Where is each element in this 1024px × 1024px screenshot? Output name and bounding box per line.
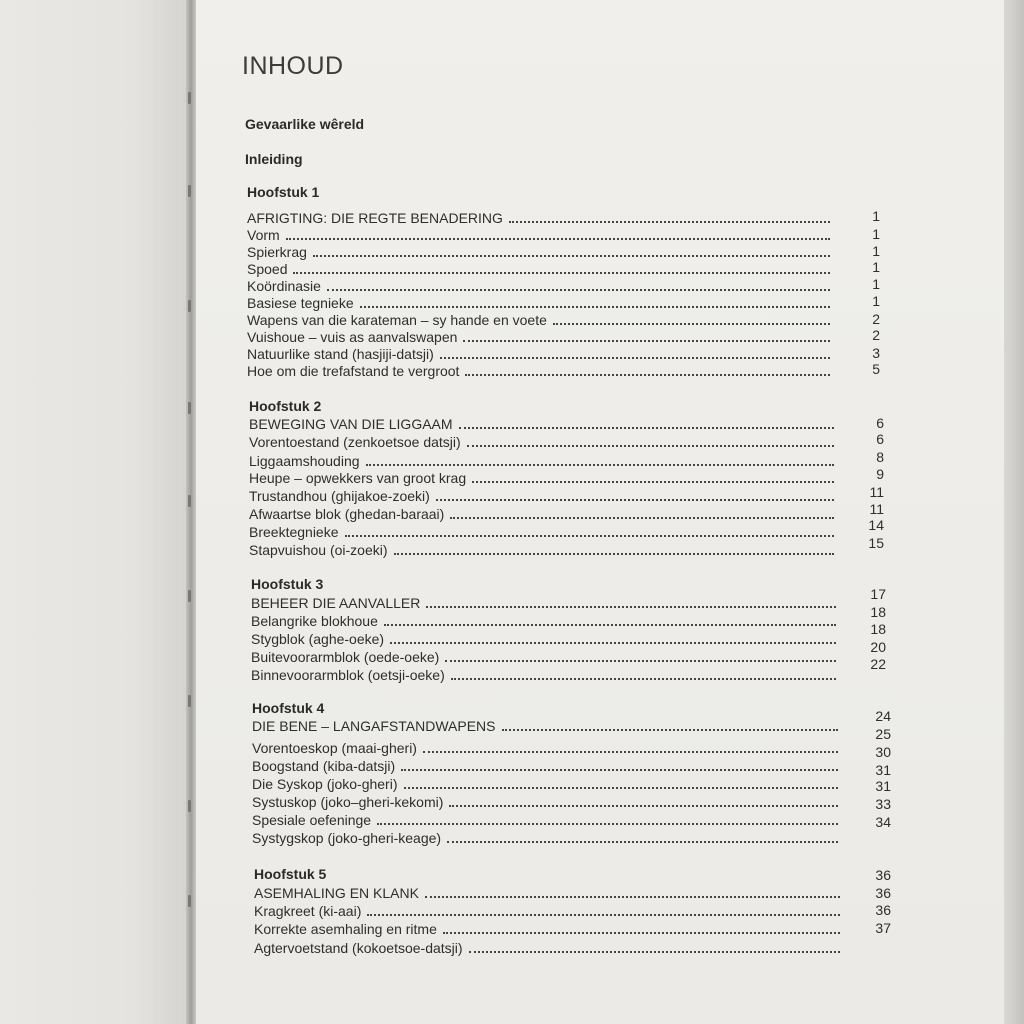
toc-entry — [247, 312, 836, 329]
toc-entry — [254, 903, 846, 920]
dot-leader — [426, 596, 836, 608]
toc-entry — [251, 595, 842, 612]
toc-page-number: 17 — [870, 586, 886, 602]
toc-page-number: 18 — [870, 621, 886, 637]
dot-leader — [390, 632, 836, 644]
binding-stitch — [188, 800, 191, 812]
toc-entry — [247, 278, 836, 295]
toc-entry-label: Basiese tegnieke — [247, 295, 354, 311]
dot-leader — [509, 211, 830, 223]
dot-leader — [377, 813, 838, 825]
toc-entry-label: Vorentoestand (zenkoetsoe datsji) — [249, 434, 461, 450]
toc-entry — [249, 416, 840, 433]
toc-page-number: 3 — [872, 345, 880, 361]
toc-entry — [247, 227, 836, 244]
toc-page-number: 36 — [875, 867, 891, 883]
toc-page-number: 1 — [872, 259, 880, 275]
toc-entry — [249, 434, 840, 451]
binding-stitch — [188, 185, 191, 197]
dot-leader — [360, 296, 830, 308]
toc-entry-label: Kragkreet (ki-aai) — [254, 903, 362, 919]
dot-leader — [394, 543, 834, 555]
toc-page-number: 2 — [872, 311, 880, 327]
toc-entry-label: Afwaartse blok (ghedan-baraai) — [249, 506, 445, 522]
toc-entry — [247, 210, 836, 227]
toc-page-number: 31 — [875, 778, 891, 794]
toc-entry-label: AFRIGTING: DIE REGTE BENADERING — [247, 210, 503, 226]
toc-page-number: 31 — [875, 762, 891, 778]
toc-entry — [247, 363, 836, 380]
dot-leader — [401, 759, 838, 771]
toc-entry — [251, 631, 842, 648]
toc-entry-label: Trustandhou (ghijakoe-zoeki) — [249, 488, 430, 504]
binding-stitch — [188, 92, 191, 104]
toc-page-number: 37 — [875, 920, 891, 936]
toc-page-number: 24 — [875, 708, 891, 724]
toc-entry-label: Koördinasie — [247, 278, 321, 294]
dot-leader — [286, 228, 830, 240]
dot-leader — [404, 777, 839, 789]
dot-leader — [367, 904, 840, 916]
toc-page-number: 36 — [875, 902, 891, 918]
toc-entry — [247, 261, 836, 278]
binding-stitch — [188, 495, 191, 507]
toc-entry — [249, 524, 840, 541]
toc-entry — [251, 613, 842, 630]
dot-leader — [345, 525, 834, 537]
toc-entry — [249, 542, 840, 559]
toc-entry-label: BEHEER DIE AANVALLER — [251, 595, 421, 611]
binding-stitch — [188, 300, 191, 312]
toc-entry-label: Breektegnieke — [249, 524, 339, 540]
toc-entry — [249, 470, 840, 487]
toc-page-number: 36 — [875, 885, 891, 901]
binding-stitch — [188, 695, 191, 707]
toc-entry-label: Boogstand (kiba-datsji) — [252, 758, 396, 774]
chapter-heading: Hoofstuk 4 — [252, 700, 325, 716]
book-spine — [186, 0, 196, 1024]
toc-entry — [254, 940, 846, 957]
toc-entry-label: BEWEGING VAN DIE LIGGAAM — [249, 416, 453, 432]
dot-leader — [384, 614, 836, 626]
toc-entry — [254, 885, 846, 902]
dot-leader — [443, 922, 840, 934]
page-edge — [1004, 0, 1024, 1024]
toc-entry-label: Liggaamshouding — [249, 453, 360, 469]
toc-page-number: 11 — [869, 501, 884, 517]
toc-page-number: 9 — [876, 466, 884, 482]
toc-entry — [252, 812, 844, 829]
toc-entry — [252, 794, 844, 811]
dot-leader — [327, 279, 830, 291]
toc-entry — [252, 758, 844, 775]
dot-leader — [553, 313, 830, 325]
toc-page-number: 1 — [872, 208, 880, 224]
preface-entry: Gevaarlike wêreld — [245, 116, 365, 132]
toc-entry-label: Binnevoorarmblok (oetsji-oeke) — [251, 667, 445, 683]
dot-leader — [469, 941, 840, 953]
toc-entry-label: Hoe om die trefafstand te vergroot — [247, 363, 460, 379]
toc-page-number: 34 — [875, 814, 891, 830]
toc-entry-label: Stapvuishou (oi-zoeki) — [249, 542, 388, 558]
toc-entry-label: Wapens van die karateman – sy hande en voete — [247, 312, 547, 328]
toc-entry-label: Belangrike blokhoue — [251, 613, 378, 629]
toc-entry-label: Spierkrag — [247, 244, 307, 260]
toc-entry-label: Natuurlike stand (hasjiji-datsji) — [247, 346, 434, 362]
toc-entry — [252, 776, 844, 793]
dot-leader — [463, 330, 830, 342]
dot-leader — [472, 471, 834, 483]
dot-leader — [451, 668, 836, 680]
toc-entry — [247, 329, 836, 346]
dot-leader — [502, 719, 839, 731]
toc-page-number: 6 — [876, 415, 884, 431]
toc-page-number: 18 — [870, 604, 886, 620]
dot-leader — [366, 454, 834, 466]
toc-entry-label: Vuishoue – vuis as aanvalswapen — [247, 329, 458, 345]
toc-page-number: 2 — [872, 327, 880, 343]
toc-entry — [254, 921, 846, 938]
dot-leader — [425, 886, 840, 898]
toc-entry-label: Spoed — [247, 261, 288, 277]
toc-page-number: 15 — [868, 535, 884, 551]
toc-entry — [247, 295, 836, 312]
toc-page-number: 1 — [872, 243, 880, 259]
toc-entry — [251, 649, 842, 666]
toc-entry-label: Systygskop (joko-gheri-keage) — [252, 830, 442, 846]
toc-entry — [247, 244, 836, 261]
binding-stitch — [188, 402, 191, 414]
dot-leader — [465, 364, 830, 376]
toc-page-number: 5 — [872, 361, 880, 377]
toc-entry-label: Systuskop (joko–gheri-kekomi) — [252, 794, 444, 810]
dot-leader — [467, 435, 834, 447]
left-page — [0, 0, 192, 1024]
toc-entry-label: Buitevoorarmblok (oede-oeke) — [251, 649, 440, 665]
toc-entry — [252, 830, 844, 847]
dot-leader — [293, 262, 830, 274]
chapter-heading: Hoofstuk 5 — [254, 866, 327, 882]
toc-entry — [251, 667, 842, 684]
toc-entry — [247, 346, 836, 363]
toc-page-number: 1 — [872, 226, 880, 242]
toc-entry-label: Spesiale oefeninge — [252, 812, 372, 828]
toc-page-number: 30 — [875, 744, 891, 760]
chapter-heading: Hoofstuk 2 — [249, 398, 322, 414]
toc-entry-label: Die Syskop (joko-gheri) — [252, 776, 398, 792]
dot-leader — [445, 650, 836, 662]
toc-entry-label: Stygblok (aghe-oeke) — [251, 631, 385, 647]
toc-entry-label: Korrekte asemhaling en ritme — [254, 921, 437, 937]
binding-stitch — [188, 590, 191, 602]
toc-entry — [249, 506, 840, 523]
toc-page-number: 1 — [872, 293, 880, 309]
preface-entry: Inleiding — [245, 151, 303, 167]
toc-page-number: 8 — [876, 449, 884, 465]
dot-leader — [313, 245, 830, 257]
dot-leader — [436, 489, 834, 501]
toc-entry — [249, 453, 840, 470]
toc-entry — [249, 488, 840, 505]
toc-entry-label: ASEMHALING EN KLANK — [254, 885, 419, 901]
toc-page-number: 25 — [875, 726, 891, 742]
page-title: INHOUD — [242, 52, 344, 80]
toc-entry-label: Agtervoetstand (kokoetsoe-datsji) — [254, 940, 463, 956]
dot-leader — [447, 831, 838, 843]
dot-leader — [440, 347, 830, 359]
toc-entry — [252, 740, 844, 757]
chapter-heading: Hoofstuk 3 — [251, 576, 324, 592]
toc-entry — [252, 718, 844, 735]
dot-leader — [423, 741, 838, 753]
dot-leader — [449, 795, 838, 807]
dot-leader — [459, 417, 834, 429]
toc-page-number: 14 — [868, 517, 884, 533]
chapter-heading: Hoofstuk 1 — [247, 184, 320, 200]
toc-page-number: 22 — [870, 656, 886, 672]
toc-entry-label: Heupe – opwekkers van groot krag — [249, 470, 467, 486]
dot-leader — [450, 507, 834, 519]
toc-entry-label: Vorm — [247, 227, 280, 243]
binding-stitch — [188, 895, 191, 907]
toc-page-number: 33 — [875, 796, 891, 812]
toc-page-number: 1 — [872, 276, 880, 292]
toc-entry-label: Vorentoeskop (maai-gheri) — [252, 740, 417, 756]
toc-entry-label: DIE BENE – LANGAFSTANDWAPENS — [252, 718, 496, 734]
toc-page-number: 6 — [876, 431, 884, 447]
toc-page-number: 11 — [869, 484, 884, 500]
toc-page-number: 20 — [870, 639, 886, 655]
